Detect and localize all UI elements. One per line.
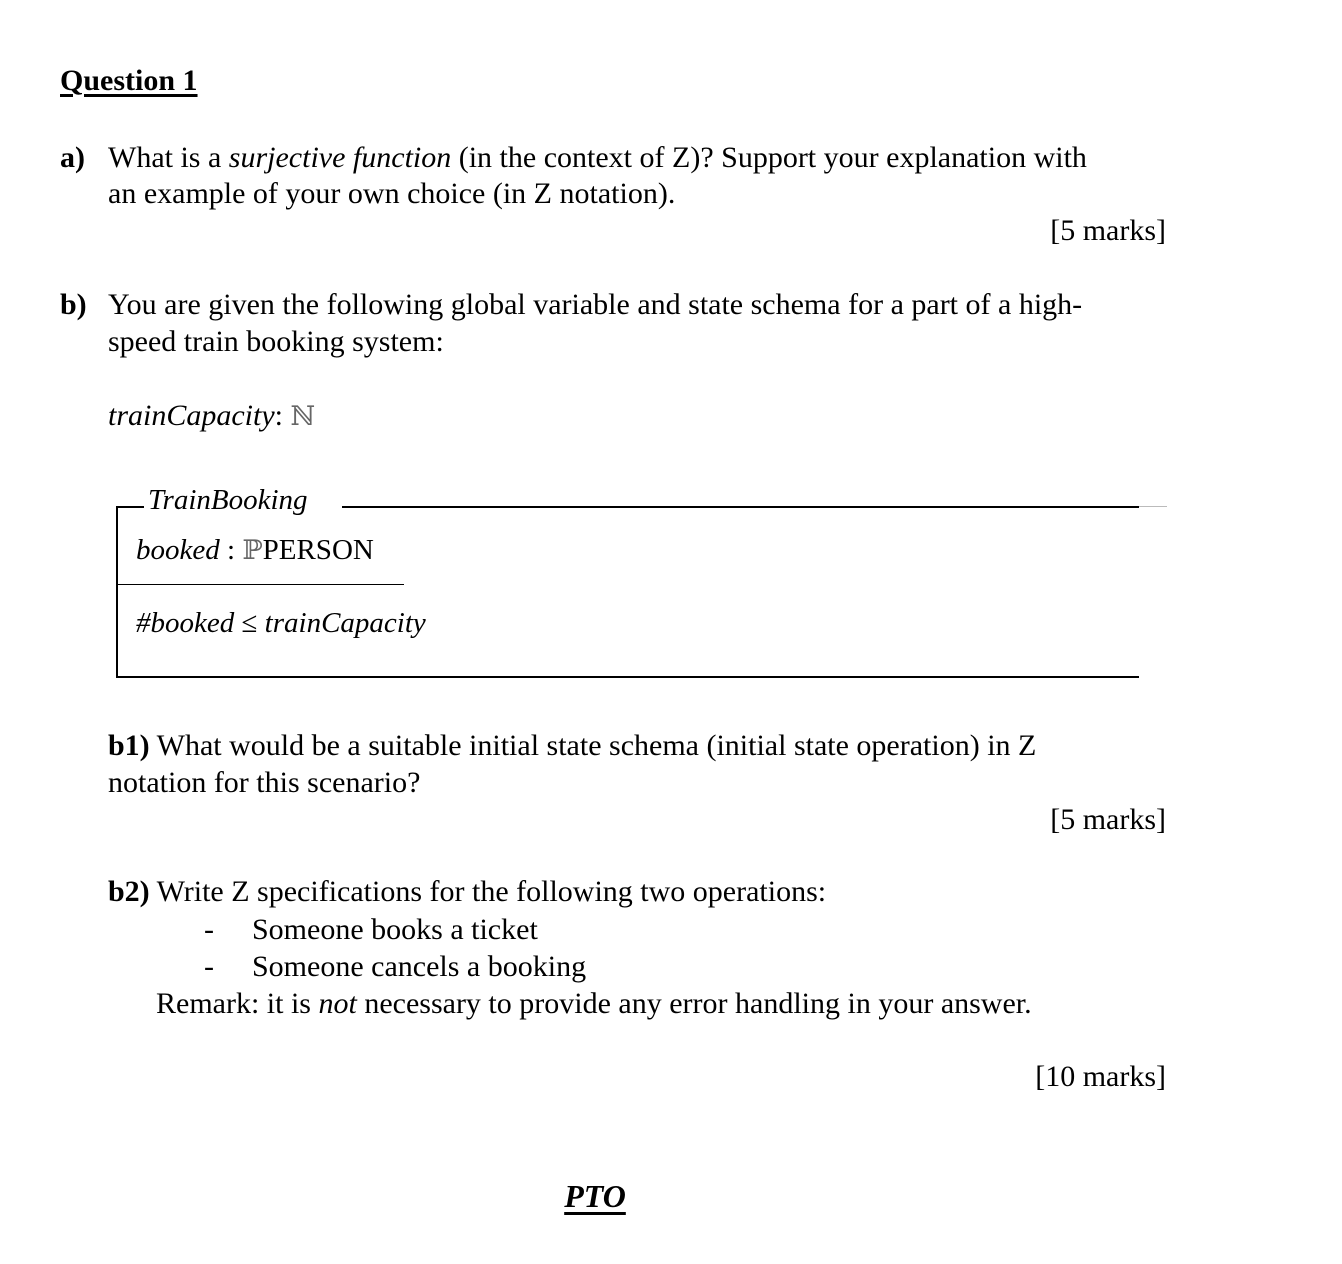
b2-intro bbox=[108, 874, 826, 910]
b2-bullet-1: Someone books a ticket bbox=[252, 913, 538, 946]
decl-type: PERSON bbox=[262, 534, 374, 566]
part-b-label: b) bbox=[60, 288, 87, 321]
global-var-sep: : bbox=[274, 399, 283, 432]
part-a-line1 bbox=[60, 140, 85, 176]
naturals-symbol: ℕ bbox=[290, 401, 316, 432]
schema-predicate bbox=[136, 607, 426, 640]
pto-footer: PTO bbox=[564, 1178, 626, 1214]
b2-marks: [10 marks] bbox=[1035, 1060, 1166, 1093]
decl-sep: : bbox=[219, 534, 243, 566]
powerset-symbol: ℙ bbox=[242, 535, 263, 566]
global-var-name: trainCapacity bbox=[108, 399, 275, 432]
predicate-op: ≤ bbox=[234, 607, 265, 639]
predicate-lhs: #booked bbox=[136, 607, 235, 639]
predicate-rhs: trainCapacity bbox=[264, 607, 426, 639]
part-a-text-line2: an example of your own choice (in Z notation). bbox=[108, 177, 676, 210]
b2-remark bbox=[156, 986, 1032, 1022]
b1-label: b1) bbox=[108, 729, 150, 762]
remark-after: necessary to provide any error handling in your answer. bbox=[356, 987, 1032, 1020]
part-a-term: surjective function bbox=[228, 141, 452, 174]
schema-left-rule bbox=[116, 506, 118, 678]
global-variable bbox=[108, 398, 315, 435]
remark-before: Remark: it is bbox=[156, 987, 319, 1020]
b1-line2: notation for this scenario? bbox=[108, 766, 421, 799]
decl-var: booked bbox=[136, 534, 220, 566]
part-b-line2: speed train booking system: bbox=[108, 325, 444, 358]
part-b-line1: You are given the following global variable and state schema for a part of a high- bbox=[108, 288, 1083, 321]
remark-em: not bbox=[318, 987, 357, 1020]
b2-label: b2) bbox=[108, 875, 150, 908]
b1-text: What would be a suitable initial state schema (initial state operation) in Z bbox=[149, 729, 1037, 762]
part-a-text-line1 bbox=[108, 140, 1087, 176]
part-a-text-before: What is a bbox=[108, 141, 229, 174]
b2-bullet-2-dash: - bbox=[204, 950, 214, 983]
schema-name: TrainBooking bbox=[148, 484, 308, 516]
schema-top-rule bbox=[342, 506, 1139, 508]
part-a-label: a) bbox=[60, 141, 85, 174]
b1-marks: [5 marks] bbox=[1050, 803, 1166, 836]
schema-top-left-rule bbox=[116, 506, 144, 508]
b1-line1 bbox=[108, 728, 1036, 764]
b2-bullet-2: Someone cancels a booking bbox=[252, 950, 587, 983]
question-title: Question 1 bbox=[60, 64, 198, 97]
b2-bullet-1-dash: - bbox=[204, 913, 214, 946]
schema-bottom-rule bbox=[116, 676, 1139, 678]
schema-divider bbox=[116, 584, 404, 585]
schema-top-rule-tail bbox=[1139, 506, 1167, 507]
b2-text: Write Z specifications for the following two operations: bbox=[149, 875, 827, 908]
part-a-marks: [5 marks] bbox=[1050, 214, 1166, 247]
schema-declaration bbox=[136, 534, 374, 567]
part-a-text-after: (in the context of Z)? Support your explanation with bbox=[451, 141, 1087, 174]
